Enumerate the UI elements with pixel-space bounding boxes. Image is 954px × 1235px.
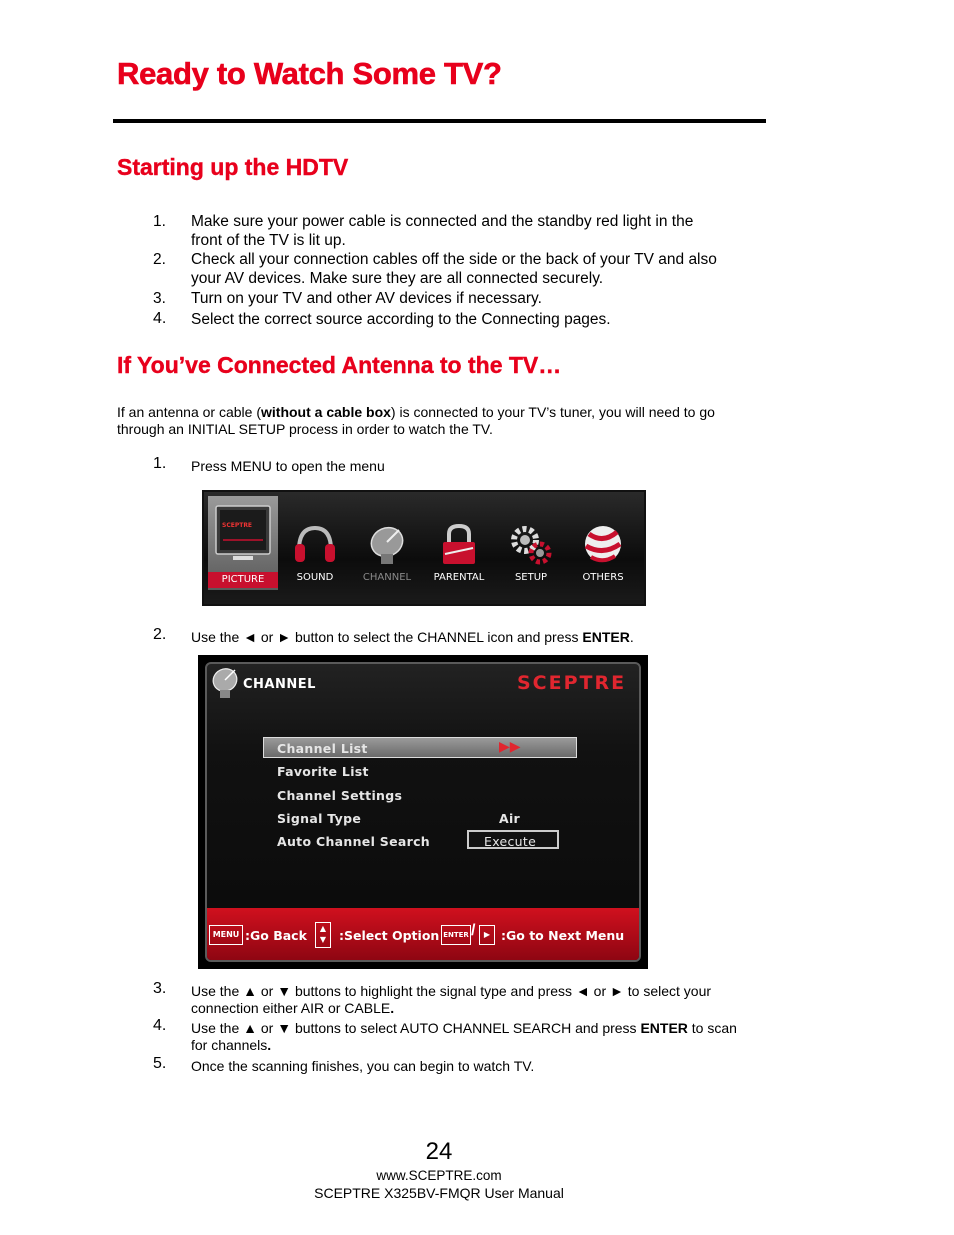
favorite-list-row: Favorite List <box>277 764 369 779</box>
list-number: 5. <box>153 1055 167 1072</box>
list-text: Once the scanning finishes, you can begin to watch TV. <box>191 1058 535 1074</box>
list-text: Use the ▲ or ▼ buttons to highlight the signal type and press ◄ or ► to select your connection either AIR or CABLE. <box>191 983 712 1016</box>
menu-item-channel <box>352 496 422 590</box>
list-text: Use the ◄ or ► button to select the CHANNEL icon and press ENTER. <box>191 629 634 645</box>
main-menu-screenshot <box>202 490 646 606</box>
list-text: Make sure your power cable is connected and the standby red light in the <box>191 213 694 230</box>
list-number: 3. <box>153 980 167 997</box>
list-text: Check all your connection cables off the side or the back of your TV and also <box>191 251 717 268</box>
page-number: 24 <box>425 1138 453 1165</box>
intro-paragraph: If an antenna or cable (without a cable box) is connected to your TV’s tuner, you will need to go through an INITIAL SETUP process in order to watch the TV. <box>117 404 715 437</box>
page-title: Ready to Watch Some TV? <box>117 56 502 91</box>
list-number: 1. <box>153 213 166 230</box>
menu-item-parental <box>424 496 494 590</box>
right-key-icon: ▶ <box>479 925 495 945</box>
list-text: your AV devices. Make sure they are all connected securely. <box>191 270 604 287</box>
menu-item-others <box>568 496 638 590</box>
menu-label: CHANNEL <box>362 572 412 583</box>
list-number: 3. <box>153 290 166 307</box>
section-heading-antenna: If You’ve Connected Antenna to the TV… <box>117 352 562 378</box>
list-text: Use the ▲ or ▼ buttons to select AUTO CHANNEL SEARCH and press ENTER to scan for channels. <box>191 1020 737 1053</box>
footer-manual-title: SCEPTRE X325BV-FMQR User Manual <box>314 1185 564 1201</box>
menu-label: SETUP <box>514 572 548 583</box>
screen-header: CHANNEL <box>243 677 316 692</box>
list-number: 2. <box>153 251 166 268</box>
channel-list-row: Channel List <box>277 741 368 756</box>
up-down-key-icon: ▲ ▼ <box>315 922 331 948</box>
list-number: 2. <box>153 626 167 643</box>
satellite-dish-icon <box>365 524 409 566</box>
screen-logo: SCEPTRE <box>222 522 253 529</box>
fast-forward-icon: ▶▶ <box>499 738 521 754</box>
channel-settings-row: Channel Settings <box>277 788 403 803</box>
next-menu-hint: :Go to Next Menu <box>501 928 625 943</box>
list-text: Turn on your TV and other AV devices if necessary. <box>191 290 542 307</box>
enter-key: ENTER <box>441 925 471 945</box>
signal-type-value: Air <box>499 811 521 826</box>
menu-label: PARENTAL <box>433 572 485 583</box>
menu-item-setup <box>496 496 566 590</box>
auto-channel-search-row: Auto Channel Search <box>277 834 430 849</box>
channel-menu-screenshot <box>198 655 648 969</box>
menu-item-picture <box>208 496 278 590</box>
title-divider <box>113 119 766 123</box>
list-text: Select the correct source according to the Connecting pages. <box>191 311 611 328</box>
headphones-icon <box>293 524 337 564</box>
tv-icon <box>213 502 273 566</box>
section-heading-starting: Starting up the HDTV <box>117 154 349 180</box>
menu-item-sound <box>280 496 350 590</box>
help-bar <box>207 908 639 960</box>
menu-label: SOUND <box>296 572 334 583</box>
go-back-hint: :Go Back <box>245 928 307 943</box>
list-text: Press MENU to open the menu <box>191 458 385 474</box>
menu-key: MENU <box>209 925 243 945</box>
list-number: 4. <box>153 1017 167 1034</box>
lock-icon <box>437 524 481 566</box>
ball-icon <box>581 524 625 566</box>
select-option-hint: :Select Option <box>339 928 440 943</box>
slash-separator: / <box>471 922 476 939</box>
gears-icon <box>509 524 553 566</box>
list-number: 1. <box>153 455 167 472</box>
menu-label: OTHERS <box>582 572 624 583</box>
satellite-dish-icon <box>209 666 243 700</box>
signal-type-row: Signal Type <box>277 811 362 826</box>
footer-website: www.SCEPTRE.com <box>376 1168 502 1183</box>
menu-label: PICTURE <box>208 572 278 588</box>
list-text: front of the TV is lit up. <box>191 232 346 249</box>
execute-label: Execute <box>484 834 537 849</box>
list-number: 4. <box>153 310 167 327</box>
brand-logo: SCEPTRE <box>517 672 627 694</box>
